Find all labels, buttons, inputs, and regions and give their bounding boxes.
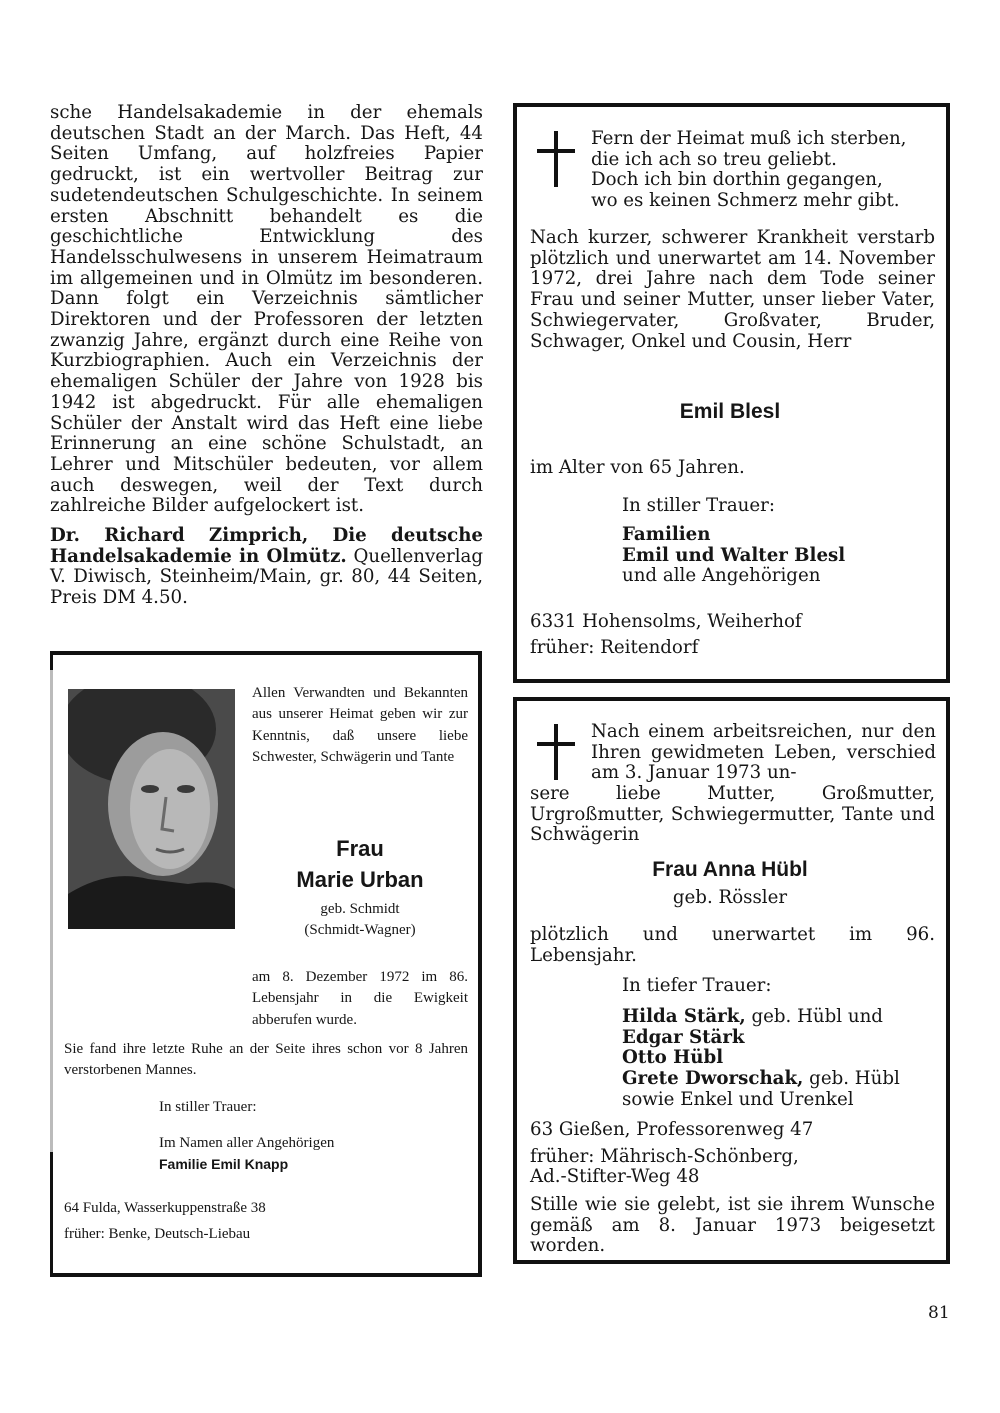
citation-publisher: Quellenverlag V. Diwisch, Steinheim/Main, gr. 80, 44 Seiten, Preis DM 4.50. <box>50 545 483 609</box>
urban-burial-text: Sie fand ihre letzte Ruhe an der Seite ihres schon vor 8 Jahren verstorbenen Mannes. <box>64 1041 468 1079</box>
urban-born-line1: geb. Schmidt <box>320 901 400 917</box>
huebl-deceased-name: Frau Anna Hübl <box>652 858 808 881</box>
page-number: 81 <box>928 1303 950 1323</box>
urban-address: 64 Fulda, Wasserkuppenstraße 38 <box>64 1200 266 1216</box>
cross-icon <box>537 131 575 187</box>
urban-names-line: Im Namen aller Angehörigen <box>159 1135 335 1151</box>
blesl-address-block <box>530 612 802 663</box>
huebl-mourner-line <box>622 1069 900 1090</box>
poem-line: wo es keinen Schmerz mehr gibt. <box>591 190 900 212</box>
blesl-mourner-rest: und alle Angehörigen <box>622 565 821 587</box>
urban-intro: Allen Verwandten und Bekannten aus unserer Heimat geben wir zur Kenntnis, daß unsere liebe Schwester, Schwägerin und Tante <box>252 685 468 765</box>
cross-icon <box>537 724 575 780</box>
huebl-mourner-line: Edgar Stärk <box>622 1026 745 1048</box>
urban-address-block <box>64 1198 464 1251</box>
huebl-formerly: früher: Mährisch-Schönberg, <box>530 1145 799 1167</box>
huebl-mourner-line: sowie Enkel und Urenkel <box>622 1088 854 1110</box>
blesl-mourner-line: Emil und Walter Blesl <box>622 544 846 566</box>
mourner-name: Grete Dworschak, <box>622 1068 804 1090</box>
poem-line: Fern der Heimat muß ich sterben, <box>591 128 907 149</box>
urban-family: Familie Emil Knapp <box>159 1156 289 1173</box>
huebl-address-block <box>530 1120 935 1188</box>
huebl-intro-cont: sere liebe Mutter, Großmutter, Urgroßmutter, Schwiegermutter, Tante und Schwägerin <box>530 783 935 846</box>
blesl-announcement: Nach kurzer, schwerer Krankheit verstarb plötzlich und unerwartet am 14. November 1972, drei Jahre nach dem Tode seiner Frau und seiner Mutter, unser lieber Vater, Schwiegervater, Großvater, Bruder, Schwager, Onkel und Cousin, Herr <box>530 227 935 352</box>
huebl-intro: Nach einem arbeitsreichen, nur den Ihren gewidmeten Leben, verschied am 3. Januar 1973 un- <box>591 721 936 784</box>
mourner-name: Hilda Stärk, <box>622 1006 746 1027</box>
poem-line: Doch ich bin dorthin gegangen, <box>591 169 883 191</box>
mourner-note: geb. Hübl <box>803 1068 900 1090</box>
huebl-maiden-name: geb. Rössler <box>672 887 788 908</box>
blesl-age: im Alter von 65 Jahren. <box>530 457 745 478</box>
urban-mourners <box>159 1133 334 1176</box>
huebl-address: 63 Gießen, Professorenweg 47 <box>530 1119 814 1140</box>
huebl-mourner-line <box>622 1007 900 1028</box>
huebl-mourning: In tiefer Trauer: <box>622 975 772 996</box>
huebl-age: plötzlich und unerwartet im 96. Lebensjahr. <box>530 924 935 966</box>
review-citation <box>50 526 483 609</box>
urban-mourning: In stiller Trauer: <box>159 1099 257 1115</box>
urban-death-date: am 8. Dezember 1972 im 86. Lebensjahr in die Ewigkeit abberufen wurde. <box>252 969 468 1028</box>
urban-born-line2: (Schmidt-Wagner) <box>304 922 416 939</box>
blesl-deceased-name: Emil Blesl <box>679 400 781 423</box>
urban-maiden-name <box>245 899 475 942</box>
blesl-mourning: In stiller Trauer: <box>622 495 775 516</box>
portrait-photo <box>68 689 235 929</box>
urban-deceased-name <box>245 833 475 895</box>
citation-title: Dr. Richard Zimprich, Die deutsche Handelsakademie in Olmütz. <box>50 525 483 567</box>
blesl-address: 6331 Hohensolms, Weiherhof <box>530 611 802 632</box>
blesl-formerly: früher: Reitendorf <box>530 636 699 658</box>
mourner-note: geb. Hübl und <box>745 1006 883 1027</box>
book-review <box>50 103 483 609</box>
review-text: sche Handelsakademie in der ehemals deutschen Stadt an der March. Das Heft, 44 Seiten Umfang, auf holzfreies Papier gedruckt, ist ein wertvoller Beitrag zur sudetendeutschen Schulgeschichte. In seinem ersten Abschnitt behandelt es die geschichtliche Entwicklung des Handelsschulwesens in unserem Heimatraum im allgemeinen und in Olmütz im besonderen. Dann folgt ein Verzeichnis sämtlicher Direktoren und der Professoren der letzten zwanzig Jahre, ergänzt durch eine Reihe von Kurzbiographien. Auch ein Verzeichnis der ehemaligen Schüler der Jahre von 1928 bis 1942 ist abgedruckt. Für alle ehemaligen Schüler der Anstalt wird das Heft eine liebe Erinnerung an eine schöne Schulstadt, an Lehrer und Mitschüler bedeuten, vor allem auch deswegen, weil der Text durch zahlreiche Bilder aufgelockert ist. <box>50 102 483 517</box>
urban-fullname: Marie Urban <box>296 867 424 892</box>
huebl-burial-text: Stille wie sie gelebt, ist sie ihrem Wunsche gemäß am 8. Januar 1973 beigesetzt worden. <box>530 1194 935 1257</box>
huebl-mourner-line: Otto Hübl <box>622 1047 724 1069</box>
poem-line: die ich ach so treu geliebt. <box>591 148 837 170</box>
blesl-mourner-line: Familien <box>622 524 711 545</box>
urban-formerly: früher: Benke, Deutsch-Liebau <box>64 1226 251 1243</box>
blesl-poem <box>591 129 936 212</box>
blesl-mourners <box>622 525 845 587</box>
urban-title: Frau <box>336 836 384 861</box>
huebl-formerly-street: Ad.-Stifter-Weg 48 <box>530 1166 700 1188</box>
huebl-mourners <box>622 1007 900 1111</box>
